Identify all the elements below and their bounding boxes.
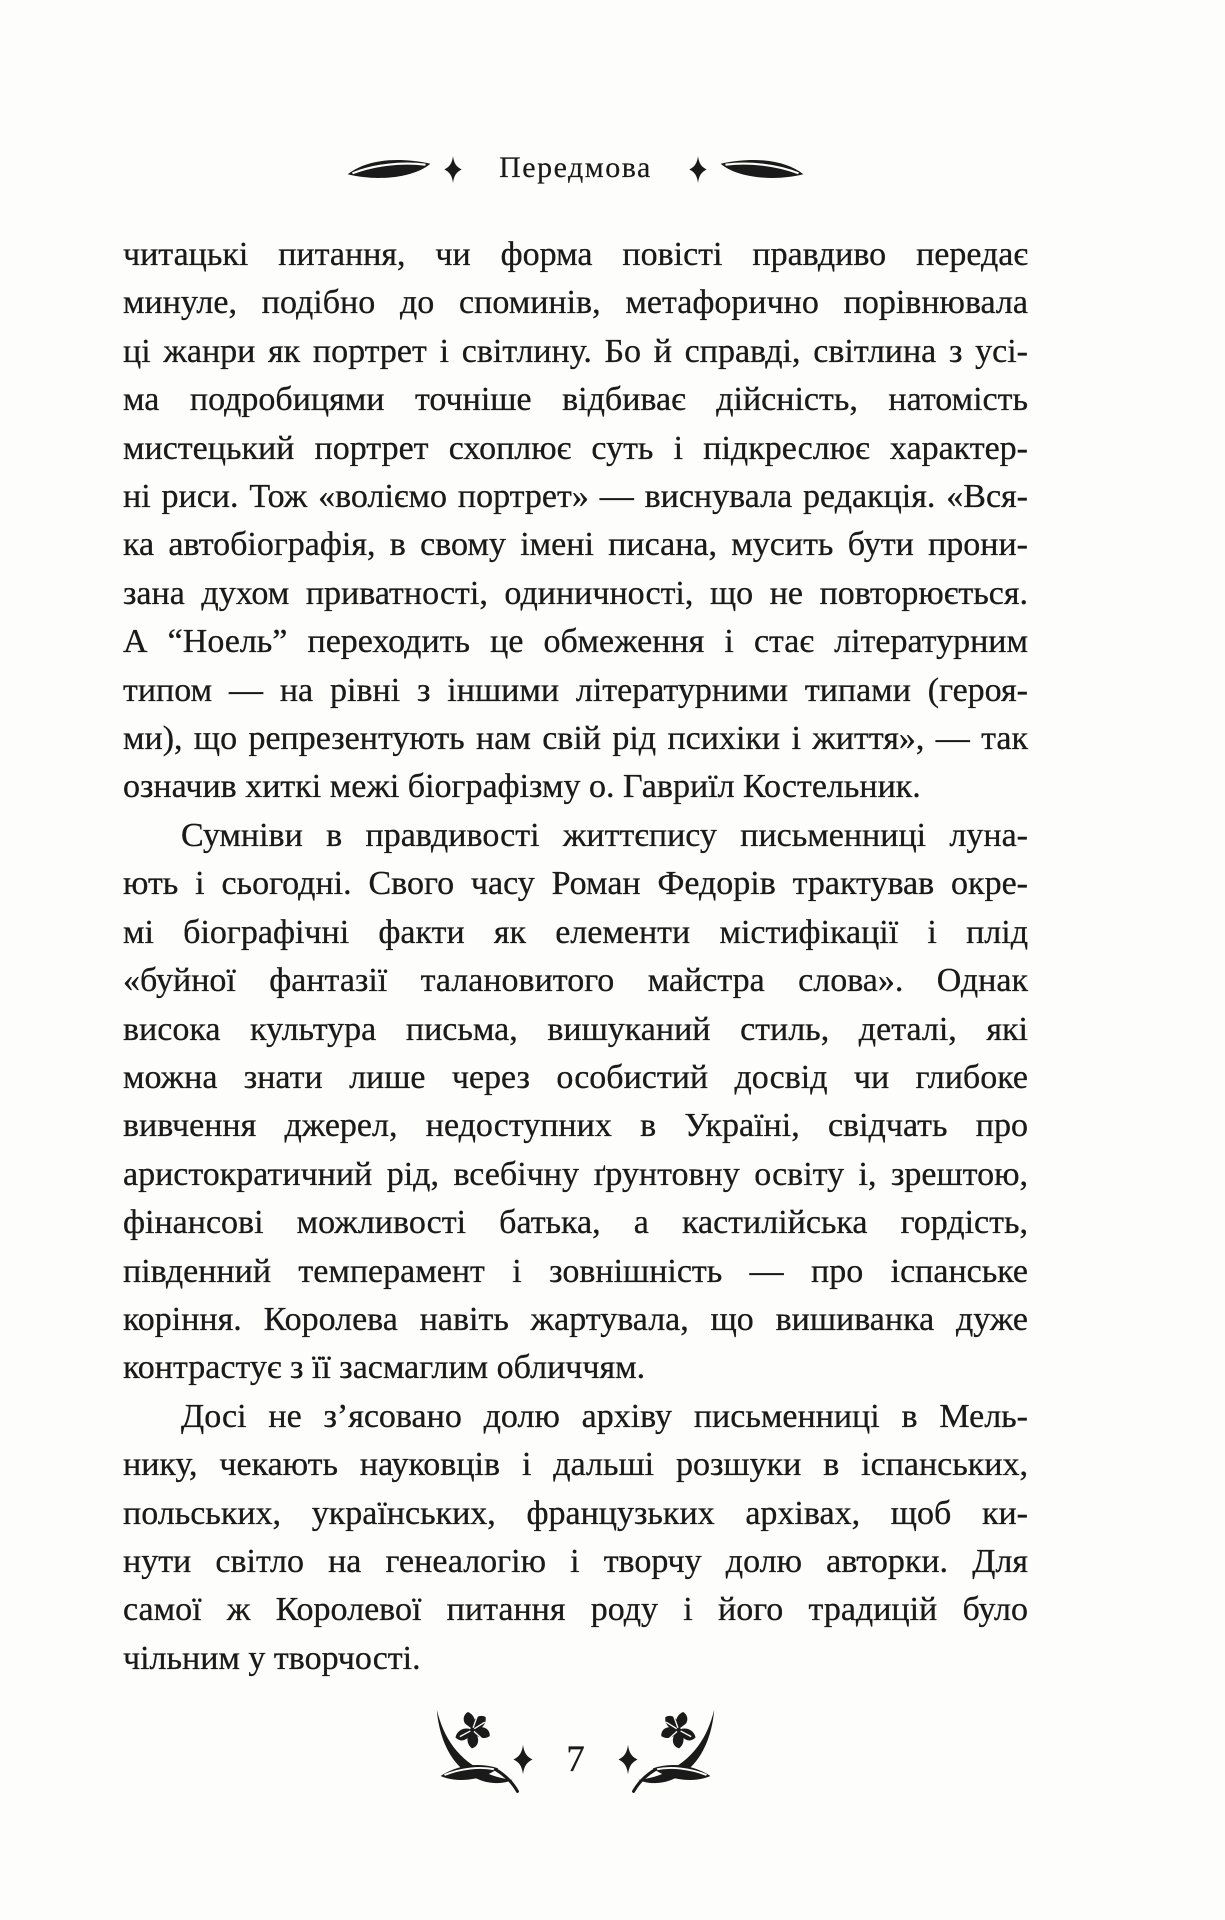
text-line: ють і сьогодні. Свого часу Роман Федорів трактував окре- [123,865,1028,903]
text-line: нику, чекають науковців і дальші розшуки в іспанських, [123,1446,1028,1484]
text-line: коріння. Королева навіть жартувала, що вишиванка дуже [123,1300,1028,1338]
text-line: означив хиткі межі біографізму о. Гавриїл Костельник. [123,768,921,806]
page-footer [123,1708,1028,1808]
diamond-star-icon [443,155,463,184]
text-line: фінансові можливості батька, а кастилійська гордість, [123,1204,1028,1242]
leaf-ornament-right-icon [718,156,806,181]
text-line: південний темперамент і зовнішність — про іспанське [123,1252,1028,1290]
text-line: типом — на рівні з іншими літературними типами (героя- [123,671,1028,709]
text-line: ні риси. Тож «воліємо портрет» — виснувала редакція. «Вся- [123,478,1028,516]
text-line: читацькі питання, чи форма повісті правдиво передає [123,236,1028,273]
text-line: Сумніви в правдивості життєпису письменниці луна- [181,816,1028,854]
text-line: вивчення джерел, недоступних в Україні, свідчать про [123,1107,1028,1145]
text-line: ма подробицями точніше відбиває дійсність, натомість [123,381,1028,419]
text-line: зана духом приватності, одиничності, що не повторюється. [123,574,1028,612]
diamond-star-icon [688,155,708,184]
text-line: польських, українських, французьких архівах, щоб ки- [123,1494,1028,1532]
text-line: висока культура письма, вишуканий стиль, деталі, які [123,1010,1028,1048]
text-line: чільним у творчості. [123,1639,421,1677]
body-text [123,231,1028,1683]
text-line: аристократичний рід, всебічну ґрунтовну освіту і, зрештою, [123,1155,1028,1193]
text-line: ка автобіографія, в свому імені писана, мусить бути прони- [123,526,1028,564]
text-line: нути світло на генеалогію і творчу долю авторки. Для [123,1542,1028,1580]
text-line: мі біографічні факти як елементи містифікації і плід [123,913,1028,951]
text-line: мистецький портрет схоплює суть і підкреслює характер- [123,429,1028,467]
text-line: А “Ноель” переходить це обмеження і стає літературним [123,623,1028,661]
text-line: можна знати лише через особистий досвід чи глибоке [123,1058,1028,1096]
text-line: самої ж Королевої питання роду і його традицій було [123,1591,1028,1629]
page-number: 7 [566,1739,585,1780]
leaf-ornament-left-icon [345,156,433,181]
text-line: минуле, подібно до споминів, метафорично порівнювала [123,284,1028,322]
text-line: «буйної фантазії талановитого майстра слова». Однак [123,962,1028,1000]
text-line: Досі не з’ясовано долю архіву письменниці в Мель- [181,1397,1028,1435]
text-line: контрастує з її засмаглим обличчям. [123,1349,646,1387]
chapter-title: Передмова [499,151,652,184]
text-line: ми), що репрезентують нам свій рід психіки і життя», — так [123,720,1028,758]
chapter-header [123,140,1028,196]
text-line: ці жанри як портрет і світлину. Бо й справді, світлина з усі- [123,332,1028,370]
diamond-star-icon [512,1744,534,1775]
flower-ornament-right-icon [623,1708,719,1796]
